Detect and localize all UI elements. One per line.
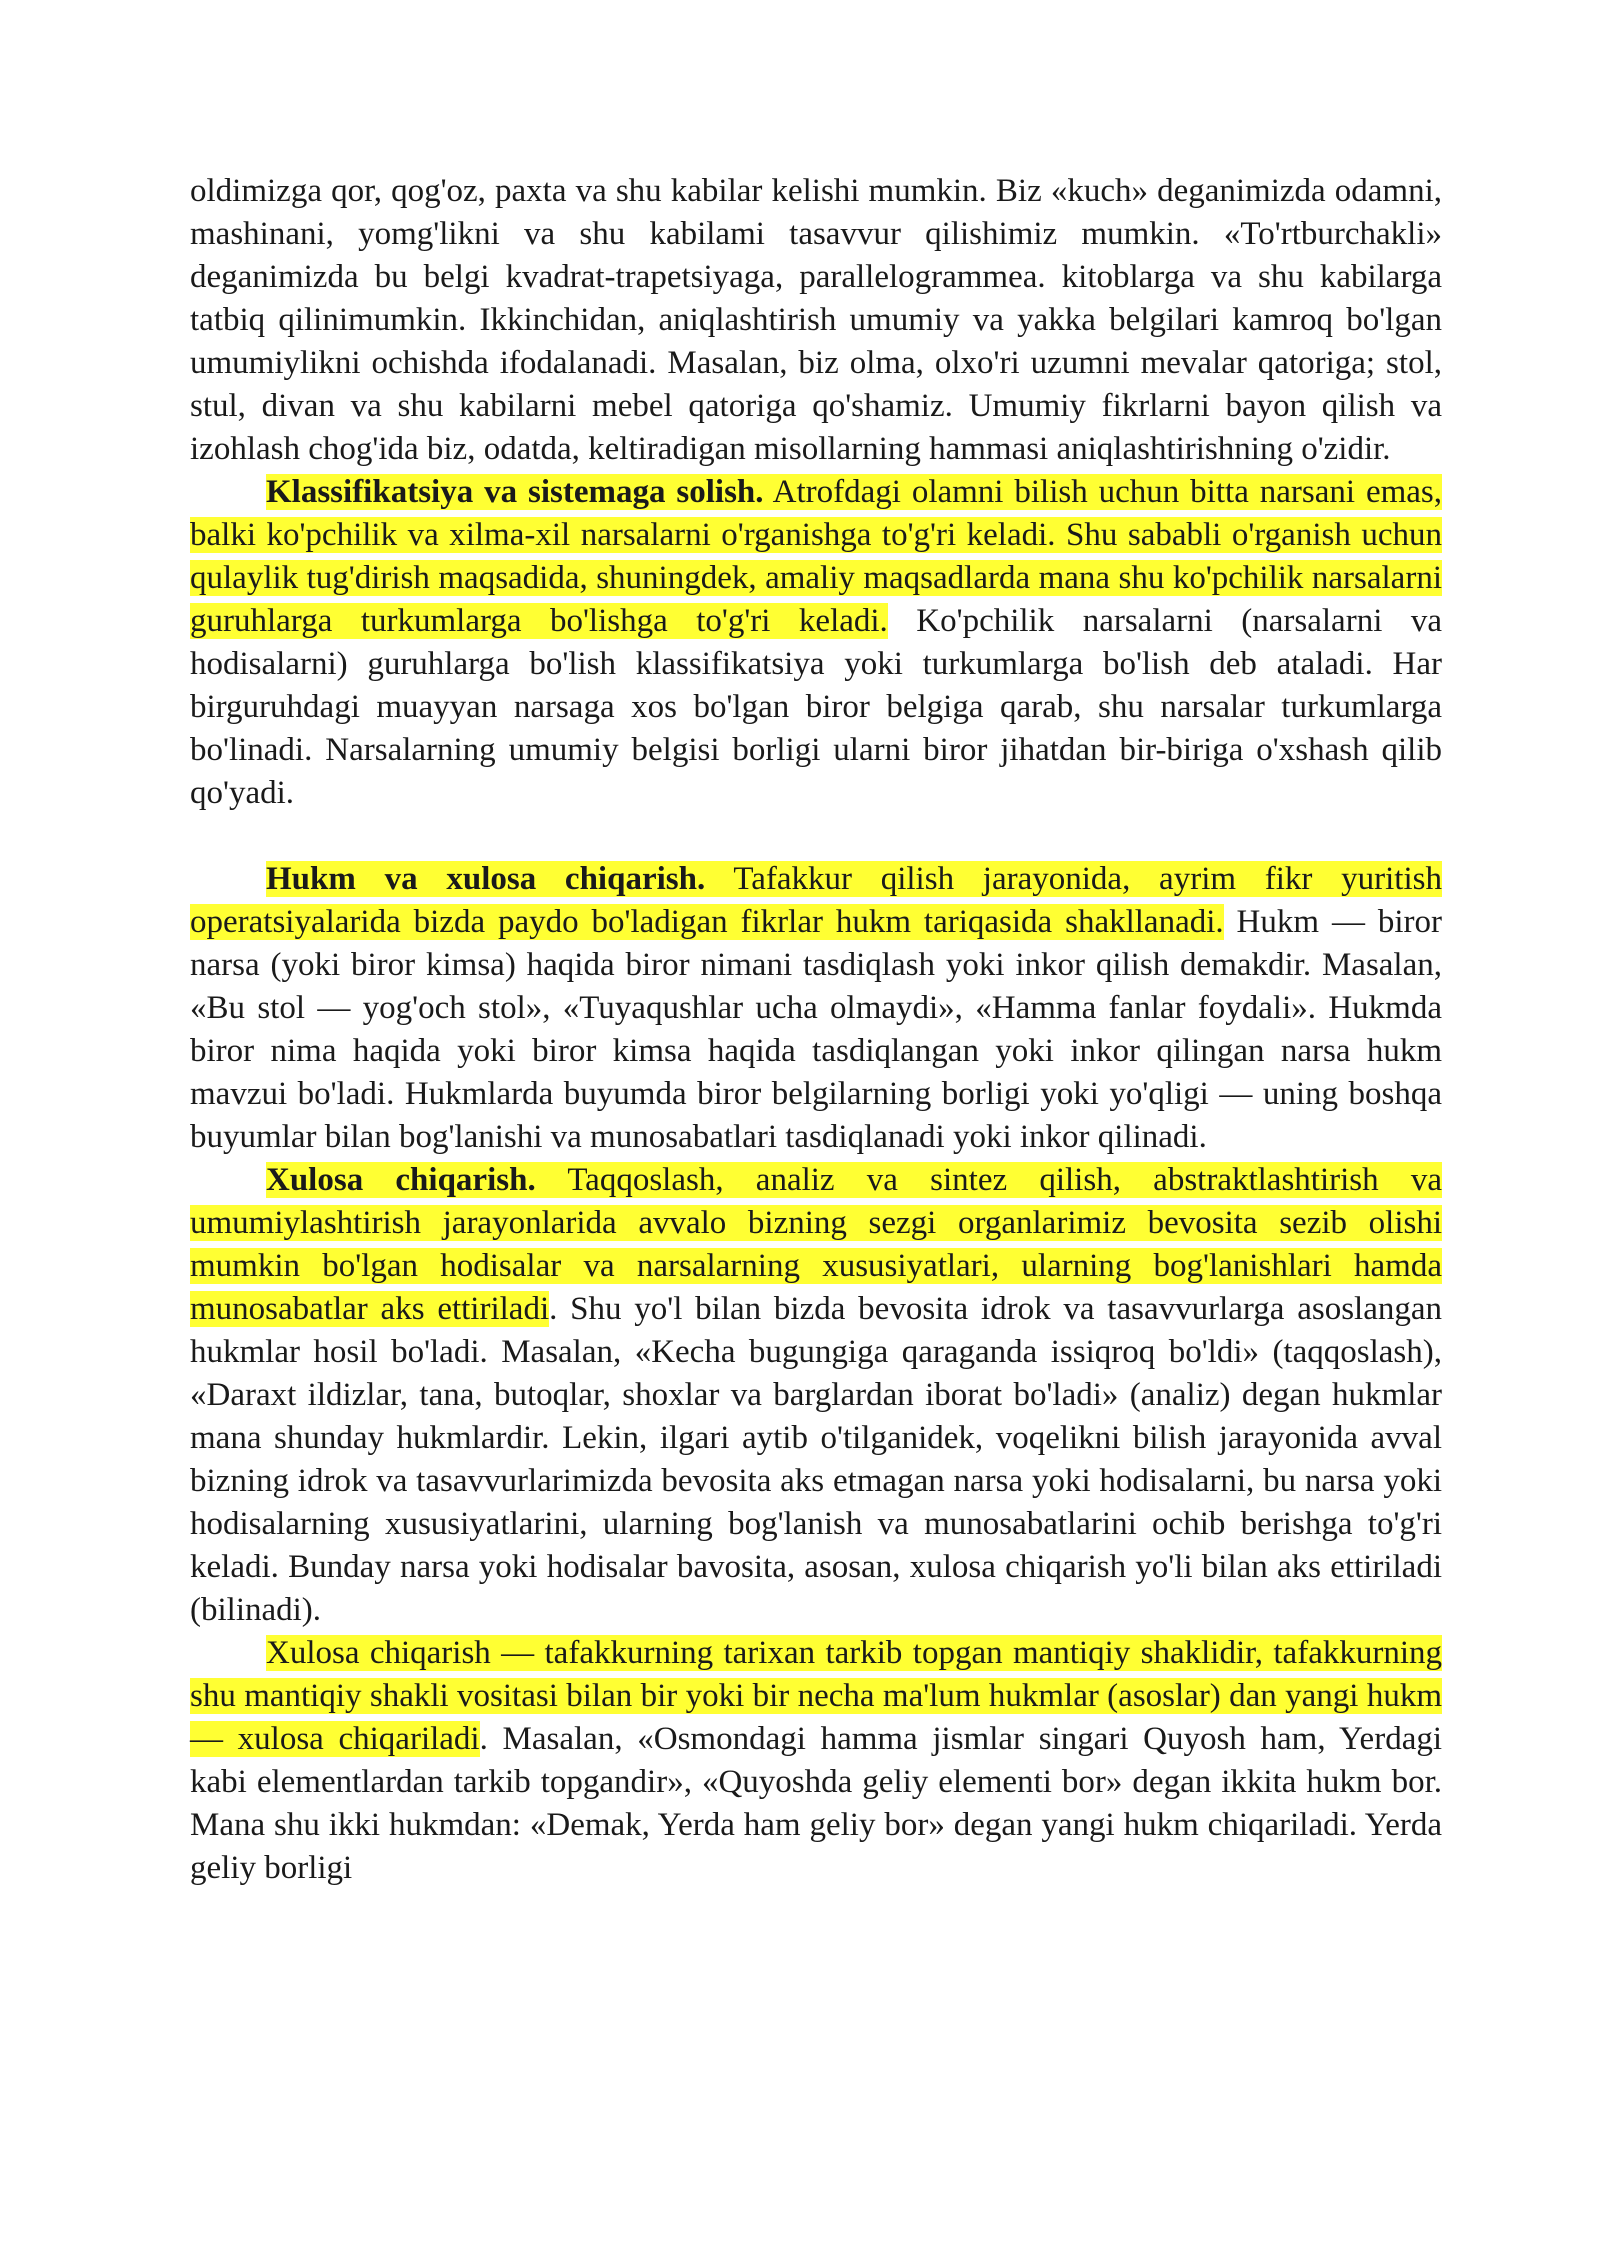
paragraph-text: . Shu yo'l bilan bizda bevosita idrok va tasavvurlarga asoslangan hukmlar hosil bo'ladi. Masalan, «Kecha bugungiga qaraganda issiqroq bo'ldi» (taqqoslash), «Daraxt ildizlar, tana, butoqlar, shoxlar va barglardan iborat bo'ladi» (analiz) degan hukmlar mana shunday hukmlardir. Lekin, ilgari aytib o'tilganidek, voqelikni bilish jarayonida avval bizning idrok va tasavvurlarimizda bevosita aks etmagan narsa yoki hodisalarni, bu narsa yoki hodisalarning xususiyatlarini, ularning bog'lanish va munosabatlarini ochib berishga to'g'ri keladi. Bunday narsa yoki hodisalar bavosita, asosan, xulosa chiqarish yo'li bilan aks ettiriladi (bilinadi). xyxy=(190,1291,1443,1628)
section-heading-inference: Xulosa chiqarish. xyxy=(266,1162,536,1198)
paragraph-inference-definition xyxy=(190,1632,1442,1890)
paragraph-inference xyxy=(190,1159,1442,1632)
paragraph-judgment xyxy=(190,858,1442,1159)
highlighted-text: Tafakkur qilish jarayonida, ayrim fikr yuritish operatsiyalarida bizda paydo bo'ladigan fikrlar hukm tariqasida shakllanadi. xyxy=(190,861,1442,940)
section-heading-classification: Klassifikatsiya va sistemaga solish. xyxy=(266,474,764,510)
paragraph-concretization xyxy=(190,170,1442,471)
paragraph-text: Ko'pchilik narsalarni (narsalarni va hodisalarni) guruhlarga bo'lish klassifikatsiya yoki turkumlarga bo'lish deb ataladi. Har birguruhdagi muayyan narsaga xos bo'lgan biror belgiga qarab, shu narsalar turkumlarga bo'linadi. Narsalarning umumiy belgisi borligi ularni biror jihatdan bir-biriga o'xshash qilib qo'yadi. xyxy=(190,603,1442,811)
paragraph-text: Hukm — biror narsa (yoki biror kimsa) haqida biror nimani tasdiqlash yoki inkor qilish demakdir. Masalan, «Bu stol — yog'och stol», «Tuyaqushlar ucha olmaydi», «Hamma fanlar foydali». Hukmda biror nima haqida yoki biror kimsa haqida tasdiqlangan yoki inkor qilingan narsa hukm mavzui bo'ladi. Hukmlarda buyumda biror belgilarning borligi yoki yo'qligi — uning boshqa buyumlar bilan bog'lanishi va munosabatlari tasdiqlanadi yoki inkor qilinadi. xyxy=(190,904,1442,1155)
paragraph-text: oldimizga qor, qog'oz, paxta va shu kabilar kelishi mumkin. Biz «kuch» deganimizda odamni, mashinani, yomg'likni va shu kabilami tasavvur qilishimiz mumkin. «To'rtburchakli» deganimizda bu belgi kvadrat-trapetsiyaga, parallelogrammea. kitoblarga va shu kabilarga tatbiq qilinimumkin. Ikkinchidan, aniqlashtirish umumiy va yakka belgilari kamroq bo'lgan umumiylikni ochishda ifodalanadi. Masalan, biz olma, olxo'ri uzumni mevalar qatoriga; stol, stul, divan va shu kabilarni mebel qatoriga qo'shamiz. Umumiy fikrlarni bayon qilish va izohlash chog'ida biz, odatda, keltiradigan misollarning hammasi aniqlashtirishning o'zidir. xyxy=(190,173,1442,467)
highlighted-text: Xulosa chiqarish — tafakkurning tarixan tarkib topgan mantiqiy shaklidir, tafakkurning shu mantiqiy shakli vositasi bilan bir yoki bir necha ma'lum hukmlar (asoslar) dan yangi hukm — xulosa chiqariladi xyxy=(190,1635,1442,1757)
highlighted-text: Atrofdagi olamni bilish uchun bitta narsani emas, balki ko'pchilik va xilma-xil narsalarni o'rganishga to'g'ri keladi. Shu sababli o'rganish uchun qulaylik tug'dirish maqsadida, shuningdek, amaliy maqsadlarda mana shu ko'pchilik narsalarni guruhlarga turkumlarga bo'lishga to'g'ri keladi. xyxy=(190,474,1442,639)
highlighted-text: Taqqoslash, analiz va sintez qilish, abstraktlashtirish va umumiylashtirish jarayonlarida avvalo bizning sezgi organlarimiz bevosita sezib olishi mumkin bo'lgan hodisalar va narsalarning xususiyatlari, ularning bog'lanishlari hamda munosabatlar aks ettiriladi xyxy=(190,1162,1442,1327)
paragraph-classification xyxy=(190,471,1442,815)
document-page xyxy=(190,170,1442,1890)
section-heading-judgment: Hukm va xulosa chiqarish. xyxy=(266,861,706,897)
paragraph-text: . Masalan, «Osmondagi hamma jismlar singari Quyosh ham, Yerdagi kabi elementlardan tarkib topgandir», «Quyoshda geliy elementi bor» degan ikkita hukm bor. Mana shu ikki hukmdan: «Demak, Yerda ham geliy bor» degan yangi hukm chiqariladi. Yerda geliy borligi xyxy=(190,1721,1443,1886)
